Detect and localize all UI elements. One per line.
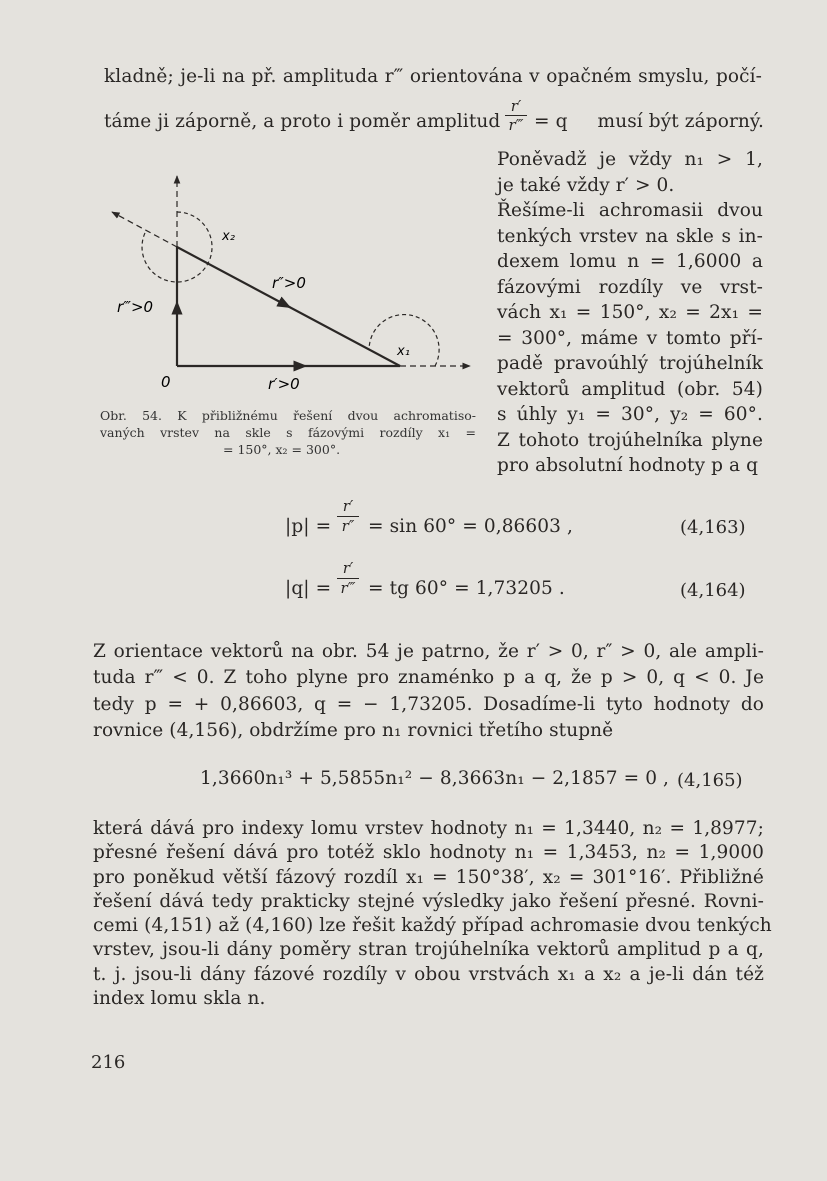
- figure-54-vector-triangle: [100, 162, 480, 402]
- equation-cubic: 1,3660n₁³ + 5,5855n₁² − 8,3663n₁ − 2,1857 = 0 ,: [200, 768, 670, 789]
- label-r1: r′>0: [268, 375, 300, 393]
- paragraph-line: tuda r‴ < 0. Z toho plyne pro znaménko p a q, že p > 0, q < 0. Je: [93, 667, 764, 689]
- label-r3: r‴>0: [117, 298, 154, 316]
- column-line: s úhly y₁ = 30°, y₂ = 60°.: [497, 404, 763, 425]
- equation-rhs: = tg 60° = 1,73205 .: [368, 578, 565, 599]
- paragraph-line: t. j. jsou-li dány fázové rozdíly v obou vrstvách x₁ a x₂ a je-li dán též: [93, 963, 764, 985]
- column-line: vektorů amplitud (obr. 54): [497, 378, 763, 400]
- paragraph-line: rovnice (4,156), obdržíme pro n₁ rovnici třetího stupně: [93, 719, 614, 741]
- figure-caption-line: vaných vrstev na skle s fázovými rozdíly x₁ =: [100, 425, 476, 440]
- equation-rhs: = sin 60° = 0,86603 ,: [368, 516, 574, 537]
- fraction: [505, 98, 527, 133]
- paragraph-line: pro poněkud větší fázový rozdíl x₁ = 150°38′, x₂ = 301°16′. Přibližné: [93, 866, 764, 888]
- fraction-denominator: r‴: [508, 116, 524, 134]
- column-line: je také vždy r′ > 0.: [497, 174, 675, 196]
- column-line: dexem lomu n = 1,6000 a: [497, 251, 763, 272]
- label-r2: r″>0: [272, 274, 306, 292]
- right-column: [497, 149, 763, 481]
- figure-caption-line: = 150°, x₂ = 300°.: [223, 442, 341, 457]
- column-line: = 300°, máme v tomto pří-: [497, 327, 763, 349]
- label-x1: x₁: [397, 344, 410, 359]
- equation-fraction: [337, 498, 359, 535]
- paragraph-line: Z orientace vektorů na obr. 54 je patrno, že r′ > 0, r″ > 0, ale ampli-: [93, 641, 764, 662]
- paragraph-line: tedy p = + 0,86603, q = − 1,73205. Dosadíme-li tyto hodnoty do: [93, 693, 764, 715]
- fraction-denominator: r″: [341, 517, 355, 535]
- text-fragment: = q: [534, 111, 568, 132]
- paragraph-line: přesné řešení dává pro totéž sklo hodnoty n₁ = 1,3453, n₂ = 1,9000: [93, 842, 764, 864]
- text-line: kladně; je-li na př. amplituda r‴ orientována v opačném smyslu, počí-: [104, 66, 762, 87]
- equation-fraction: [337, 560, 359, 597]
- text-line: táme ji záporně, a proto i poměr amplitud: [104, 111, 501, 132]
- page-number: 216: [91, 1052, 126, 1073]
- paragraph: [93, 818, 772, 1012]
- equation-number: (4,163): [680, 517, 746, 538]
- figure-caption-line: Obr. 54. K přibližnému řešení dvou achromatiso-: [100, 408, 476, 423]
- column-line: vách x₁ = 150°, x₂ = 2x₁ =: [497, 302, 763, 323]
- equation-number: (4,165): [677, 770, 743, 791]
- equation-lhs: |q| =: [285, 578, 332, 599]
- column-line: Poněvadž je vždy n₁ > 1,: [497, 149, 763, 170]
- fraction-numerator: r′: [342, 559, 354, 577]
- fraction-denominator: r‴: [340, 579, 356, 597]
- equation-lhs: |p| =: [285, 516, 332, 537]
- paragraph-line: vrstev, jsou-li dány poměry stran trojúhelníka vektorů amplitud p a q,: [93, 939, 764, 961]
- label-x2: x₂: [222, 229, 235, 244]
- column-line: padě pravoúhlý trojúhelník: [497, 353, 763, 374]
- paragraph-line: řešení dává tedy prakticky stejné výsledky jako řešení přesné. Rovni-: [93, 890, 764, 912]
- paragraph: [93, 641, 764, 746]
- column-line: fázovými rozdíly ve vrst-: [497, 276, 763, 298]
- extension-diagonal: [112, 212, 177, 247]
- vector-r2-arrowhead: [280, 302, 290, 307]
- text-fragment: musí být záporný.: [597, 111, 764, 132]
- paragraph-line: index lomu skla n.: [93, 988, 266, 1010]
- label-origin: 0: [161, 373, 171, 391]
- column-line: tenkých vrstev na skle s in-: [497, 225, 763, 247]
- column-line: Řešíme-li achromasii dvou: [497, 200, 763, 221]
- fraction-numerator: r′: [510, 97, 522, 115]
- column-line: Z tohoto trojúhelníka plyne: [497, 429, 763, 451]
- paragraph-line: která dává pro indexy lomu vrstev hodnoty n₁ = 1,3440, n₂ = 1,8977;: [93, 818, 764, 839]
- paragraph-line: cemi (4,151) až (4,160) lze řešit každý případ achromasie dvou tenkých: [93, 915, 772, 937]
- column-line: pro absolutní hodnoty p a q: [497, 455, 759, 476]
- equation-number: (4,164): [680, 580, 746, 601]
- fraction-numerator: r′: [342, 497, 354, 515]
